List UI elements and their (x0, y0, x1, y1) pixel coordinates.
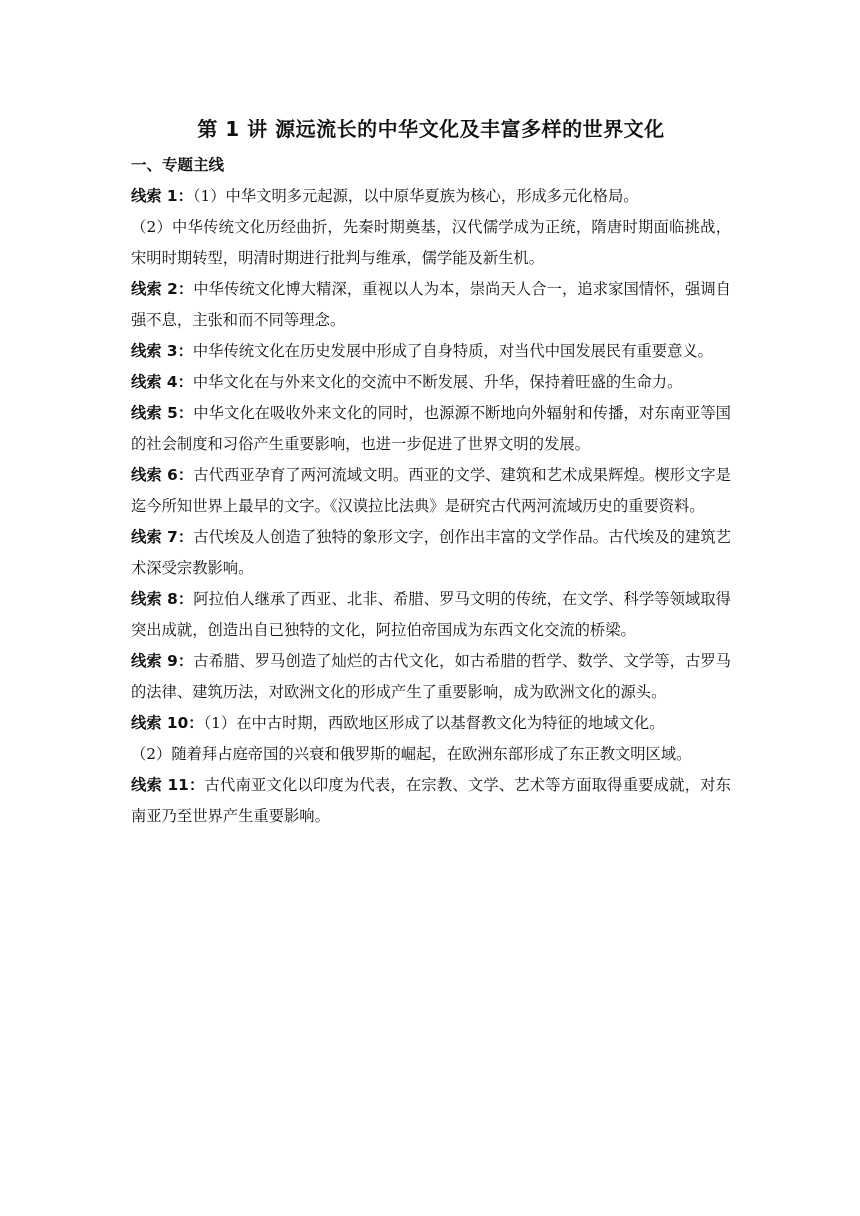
clue-continuation: （2）中华传统文化历经曲折，先秦时期奠基，汉代儒学成为正统，隋唐时期面临挑战，宋明时期转型，明清时期进行批判与维承，儒学能及新生机。 (131, 218, 731, 267)
clue-text: 中华传统文化博大精深，重视以人为本，崇尚天人合一，追求家国情怀，强调自强不息，主张和而不同等理念。 (131, 280, 731, 329)
clue-text: （1）在中古时期，西欧地区形成了以基督教文化为特征的地域文化。 (203, 714, 665, 732)
page-title: 第 1 讲 源远流长的中华文化及丰富多样的世界文化 (197, 117, 665, 141)
clue-9 (131, 646, 731, 708)
clue-label: 线索 5： (131, 404, 194, 422)
clue-text: 古代埃及人创造了独特的象形文字，创作出丰富的文学作品。古代埃及的建筑艺术深受宗教影响。 (131, 528, 731, 577)
clue-3 (131, 336, 731, 367)
clue-7 (131, 522, 731, 584)
clue-11 (131, 770, 731, 832)
clue-label: 线索 4： (131, 373, 193, 391)
clue-label: 线索 3： (131, 342, 193, 360)
clue-4 (131, 367, 731, 398)
clue-label: 线索 11： (131, 776, 205, 794)
clue-1 (131, 181, 731, 274)
clue-label: 线索 7： (131, 528, 194, 546)
document-body (131, 112, 731, 832)
clue-label: 线索 2： (131, 280, 194, 298)
clue-10 (131, 708, 731, 770)
clue-text: 中华传统文化在历史发展中形成了自身特质，对当代中国发展民有重要意义。 (192, 342, 713, 360)
clue-text: 古希腊、罗马创造了灿烂的古代文化，如古希腊的哲学、数学、文学等，古罗马的法律、建筑历法，对欧洲文化的形成产生了重要影响，成为欧洲文化的源头。 (131, 652, 731, 701)
section-heading: 一、专题主线 (131, 156, 225, 174)
clue-label: 线索 6： (131, 466, 194, 484)
clue-text: 古代西亚孕育了两河流域文明。西亚的文学、建筑和艺术成果辉煌。楔形文字是迄今所知世界上最早的文字。《汉谟拉比法典》是研究古代两河流域历史的重要资料。 (131, 466, 731, 515)
clue-8 (131, 584, 731, 646)
clue-label: 线索 10： (131, 714, 204, 732)
clue-5 (131, 398, 731, 460)
clue-text: 古代南亚文化以印度为代表，在宗教、文学、艺术等方面取得重要成就，对东南亚乃至世界产生重要影响。 (131, 776, 731, 825)
clue-2 (131, 274, 731, 336)
clue-text: （1）中华文明多元起源，以中原华夏族为核心，形成多元化格局。 (192, 187, 639, 205)
clue-text: 阿拉伯人继承了西亚、北非、希腊、罗马文明的传统，在文学、科学等领域取得突出成就，创造出自已独特的文化，阿拉伯帝国成为东西文化交流的桥梁。 (131, 590, 731, 639)
clue-6 (131, 460, 731, 522)
clue-label: 线索 1： (131, 187, 193, 205)
clue-text: 中华文化在与外来文化的交流中不断发展、升华，保持着旺盛的生命力。 (192, 373, 683, 391)
clue-label: 线索 9： (131, 652, 194, 670)
clue-continuation: （2）随着拜占庭帝国的兴衰和俄罗斯的崛起，在欧洲东部形成了东正教文明区域。 (131, 745, 692, 763)
clue-label: 线索 8： (131, 590, 194, 608)
clue-text: 中华文化在吸收外来文化的同时，也源源不断地向外辐射和传播，对东南亚等国的社会制度和习俗产生重要影响，也进一步促进了世界文明的发展。 (131, 404, 731, 453)
